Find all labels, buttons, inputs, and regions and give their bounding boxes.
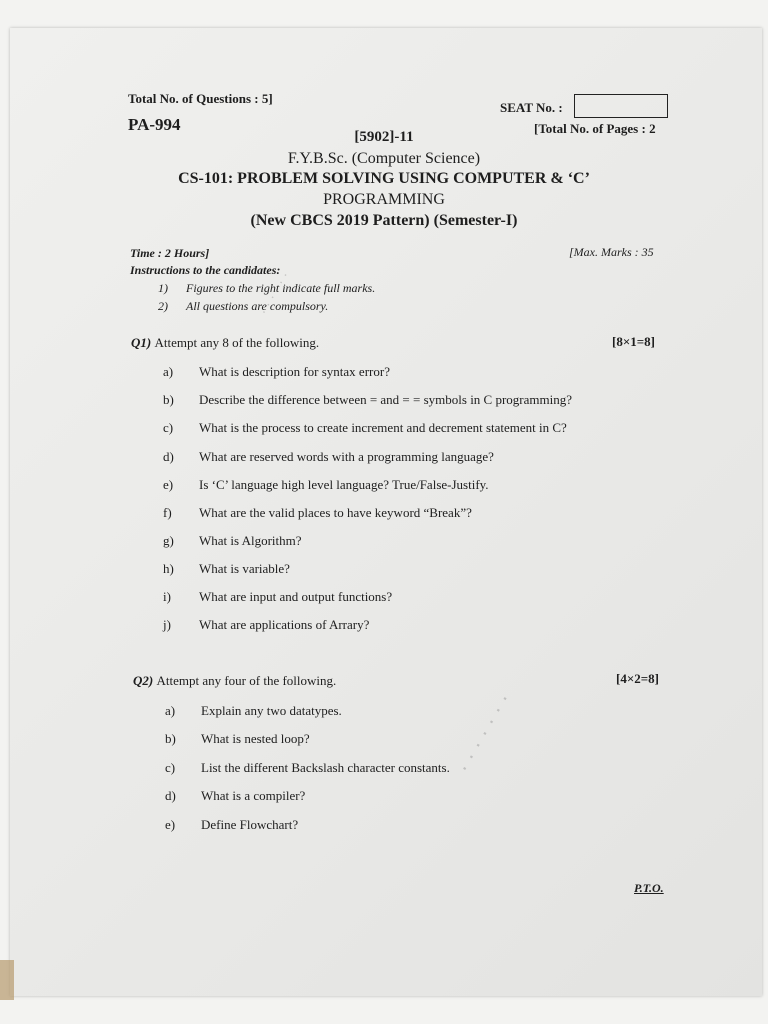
list-item [163, 561, 290, 577]
item-text: What is nested loop? [201, 731, 310, 746]
list-item [163, 589, 392, 605]
time-allowed: Time : 2 Hours] [130, 246, 210, 260]
list-item [163, 477, 489, 493]
item-label: a) [165, 703, 176, 718]
list-item [165, 817, 298, 833]
item-label: h) [163, 561, 174, 576]
instruction-text: Figures to the right indicate full marks. [186, 281, 376, 295]
item-label: c) [163, 420, 174, 435]
q1-text: Attempt any 8 of the following. [154, 335, 320, 350]
item-label: b) [163, 392, 174, 407]
item-text: What are reserved words with a programming language? [199, 449, 494, 464]
list-item [163, 420, 567, 436]
instruction-number: 2) [158, 299, 168, 313]
item-label: b) [165, 731, 176, 746]
desk-edge [0, 960, 14, 1000]
q1-marks: [8×1=8] [612, 334, 655, 349]
item-label: d) [163, 449, 174, 464]
instructions-title: Instructions to the candidates: [130, 263, 281, 277]
seat-number-box[interactable] [574, 94, 668, 118]
total-questions: Total No. of Questions : 5] [128, 91, 273, 106]
list-item [165, 703, 342, 719]
paper-code: PA-994 [128, 115, 181, 134]
stamp-watermark: · · · · · · [254, 268, 293, 318]
list-item [163, 617, 369, 633]
q1-heading [131, 335, 319, 351]
subject-title: CS-101: PROBLEM SOLVING USING COMPUTER & ‘C’ [178, 170, 590, 187]
item-text: Define Flowchart? [201, 817, 299, 832]
item-label: a) [163, 364, 174, 379]
please-turn-over: P.T.O. [634, 881, 664, 895]
item-text: What are the valid places to have keyword “Break”? [199, 505, 472, 520]
item-label: e) [165, 817, 176, 832]
list-item [163, 364, 390, 380]
item-text: Describe the difference between = and = = symbols in C programming? [199, 392, 573, 407]
item-text: What are input and output functions? [199, 589, 393, 604]
item-label: c) [165, 760, 176, 775]
item-text: What is Algorithm? [199, 533, 302, 548]
q2-marks: [4×2=8] [616, 671, 659, 686]
item-text: What are applications of Arrary? [199, 617, 370, 632]
list-item [163, 449, 494, 465]
q1-label: Q1) [131, 335, 152, 350]
subject-title-line2: PROGRAMMING [323, 191, 445, 208]
item-text: List the different Backslash character constants. [201, 760, 450, 775]
instruction-item [158, 281, 375, 296]
item-label: d) [165, 788, 176, 803]
list-item [165, 788, 305, 804]
instruction-number: 1) [158, 281, 168, 295]
max-marks: [Max. Marks : 35 [569, 245, 654, 259]
list-item [163, 392, 572, 408]
pattern-semester: (New CBCS 2019 Pattern) (Semester-I) [250, 212, 518, 229]
total-pages: [Total No. of Pages : 2 [534, 121, 656, 136]
item-text: Is ‘C’ language high level language? True/False-Justify. [199, 477, 489, 492]
course-title: F.Y.B.Sc. (Computer Science) [287, 150, 481, 167]
list-item [165, 731, 310, 747]
item-label: g) [163, 533, 174, 548]
paper-number: [5902]-11 [354, 129, 414, 145]
item-text: What is a compiler? [201, 788, 306, 803]
instruction-item [158, 299, 328, 314]
item-text: What is the process to create increment and decrement statement in C? [199, 420, 567, 435]
item-text: What is description for syntax error? [199, 364, 390, 379]
q2-heading [133, 673, 336, 689]
list-item [163, 533, 302, 549]
list-item [163, 505, 472, 521]
item-text: What is variable? [199, 561, 290, 576]
item-text: Explain any two datatypes. [201, 703, 342, 718]
seat-label: SEAT No. : [500, 100, 563, 115]
item-label: j) [163, 617, 171, 632]
item-label: e) [163, 477, 174, 492]
q2-text: Attempt any four of the following. [156, 673, 337, 688]
list-item [165, 760, 450, 776]
item-label: i) [163, 589, 171, 604]
instruction-text: All questions are compulsory. [186, 299, 329, 313]
item-label: f) [163, 505, 172, 520]
q2-label: Q2) [133, 673, 154, 688]
stamp-watermark-2: · · · · · · · [450, 688, 517, 778]
